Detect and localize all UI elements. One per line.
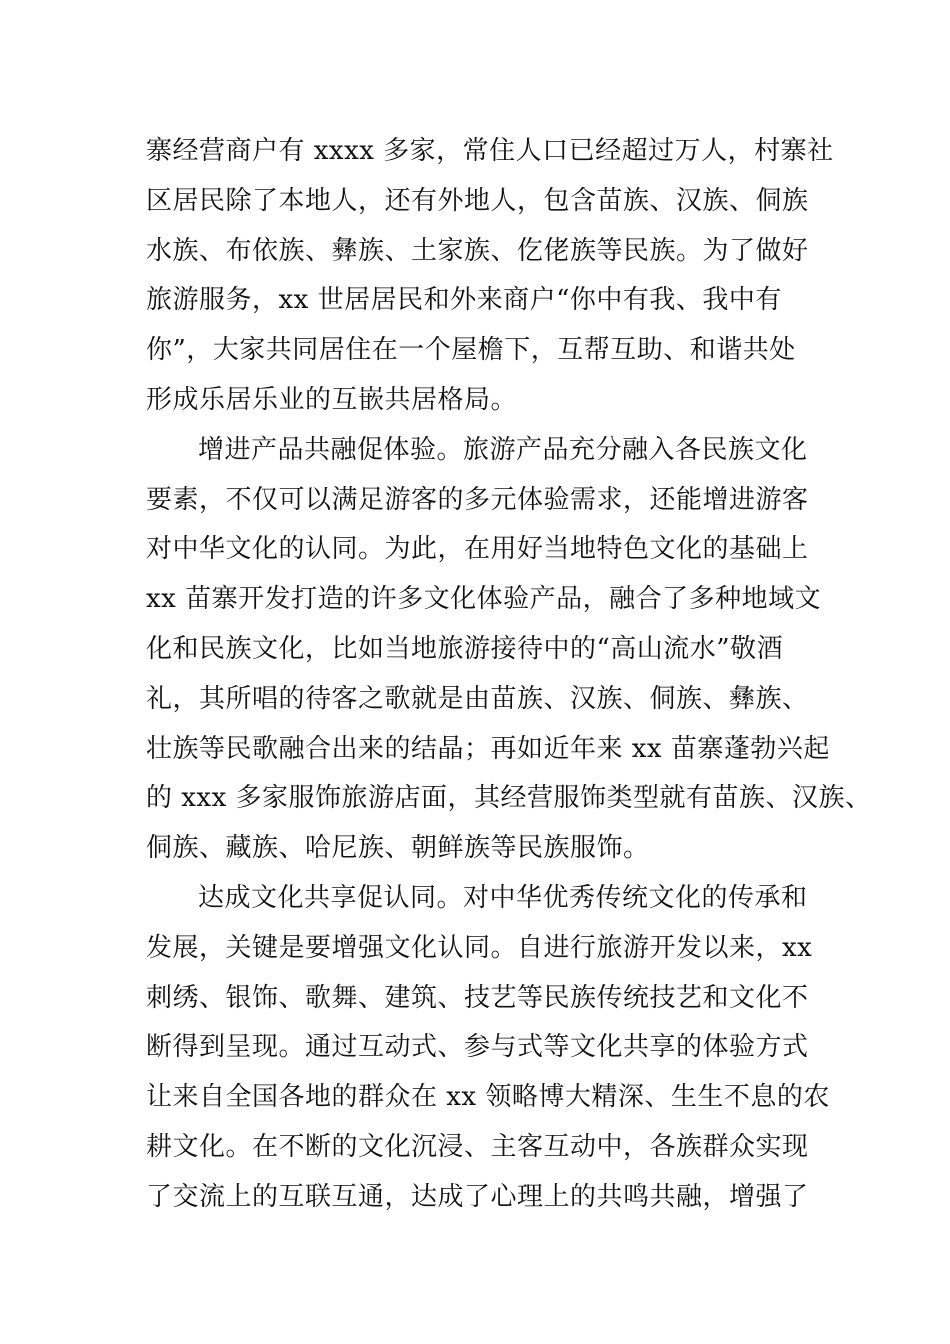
text-line: 增进产品共融促体验。旅游产品充分融入各民族文化	[198, 434, 808, 465]
text-line: xx 苗寨开发打造的许多文化体验产品，融合了多种地域文	[146, 584, 822, 615]
text-line: 壮族等民歌融合出来的结晶；再如近年来 xx 苗寨蓬勃兴起	[146, 733, 830, 764]
text-line: 断得到呈现。通过互动式、参与式等文化共享的体验方式	[146, 1032, 809, 1063]
text-line: 化和民族文化，比如当地旅游接待中的“高山流水”敬酒	[146, 633, 784, 664]
text-line: 对中华文化的认同。为此，在用好当地特色文化的基础上	[146, 534, 809, 565]
text-line: 水族、布依族、彝族、土家族、仡佬族等民族。为了做好	[146, 235, 809, 266]
text-line: 刺绣、银饰、歌舞、建筑、技艺等民族传统技艺和文化不	[146, 982, 809, 1013]
text-line: 礼，其所唱的待客之歌就是由苗族、汉族、侗族、彝族、	[146, 683, 809, 714]
text-line: 的 xxx 多家服饰旅游店面，其经营服饰类型就有苗族、汉族、	[146, 783, 872, 814]
text-line: 了交流上的互联互通，达成了心理上的共鸣共融，增强了	[146, 1181, 809, 1212]
paragraph-3	[146, 874, 830, 1223]
text-line: 寨经营商户有 xxxx 多家，常住人口已经超过万人，村寨社	[146, 136, 834, 166]
text-line: 要素，不仅可以满足游客的多元体验需求，还能增进游客	[146, 484, 809, 515]
text-line: 耕文化。在不断的文化沉浸、主客互动中，各族群众实现	[146, 1131, 809, 1162]
text-line: 侗族、藏族、哈尼族、朝鲜族等民族服饰。	[146, 833, 650, 864]
text-line: 让来自全国各地的群众在 xx 领略博大精深、生生不息的农	[146, 1082, 830, 1113]
text-line: 区居民除了本地人，还有外地人，包含苗族、汉族、侗族	[146, 185, 809, 216]
paragraph-1	[146, 127, 834, 426]
paragraph-2	[146, 426, 872, 874]
text-line: 发展，关键是要增强文化认同。自进行旅游开发以来，xx	[146, 932, 813, 963]
text-line: 你”，大家共同居住在一个屋檐下，互帮互助、和谐共处	[146, 335, 796, 366]
text-line: 旅游服务，xx 世居居民和外来商户“你中有我、我中有	[146, 285, 782, 316]
text-line: 形成乐居乐业的互嵌共居格局。	[146, 384, 518, 415]
document-body	[146, 127, 872, 1223]
text-line: 达成文化共享促认同。对中华优秀传统文化的传承和	[198, 882, 808, 913]
